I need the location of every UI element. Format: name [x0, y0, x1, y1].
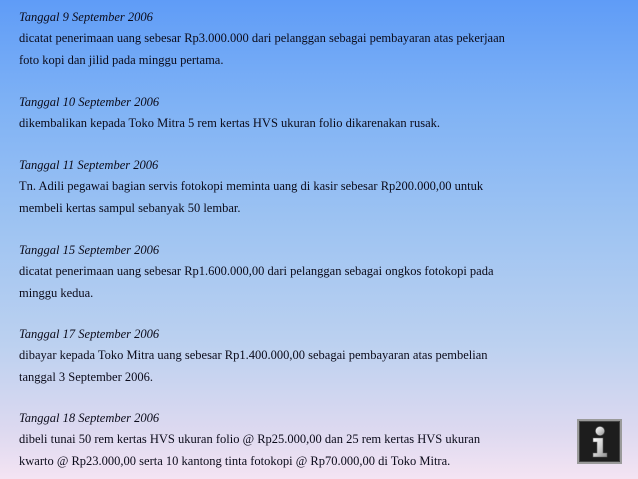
entry-line: dicatat penerimaan uang sebesar Rp1.600.000,00 dari pelanggan sebagai ongkos fotokopi pada [19, 264, 494, 278]
entry-line: foto kopi dan jilid pada minggu pertama. [19, 52, 224, 67]
entry-date: Tanggal 15 September 2006 [19, 243, 160, 257]
entry-sep-15 [19, 239, 579, 304]
entry-line: minggu kedua. [19, 285, 94, 300]
info-icon [586, 425, 614, 459]
entry-line: Tn. Adili pegawai bagian servis fotokopi meminta uang di kasir sebesar Rp200.000,00 untuk [19, 179, 484, 193]
entry-sep-17 [19, 323, 579, 388]
entry-sep-11 [19, 154, 579, 219]
entry-line: kwarto @ Rp23.000,00 serta 10 kantong tinta fotokopi @ Rp70.000,00 di Toko Mitra. [19, 453, 451, 468]
entry-line: dibeli tunai 50 rem kertas HVS ukuran folio @ Rp25.000,00 dan 25 rem kertas HVS ukuran [19, 432, 481, 446]
entry-date: Tanggal 17 September 2006 [19, 327, 160, 341]
entry-line: dibayar kepada Toko Mitra uang sebesar Rp1.400.000,00 sebagai pembayaran atas pembelian [19, 348, 488, 362]
entry-date: Tanggal 18 September 2006 [19, 411, 160, 425]
entry-line: dikembalikan kepada Toko Mitra 5 rem kertas HVS ukuran folio dikarenakan rusak. [19, 116, 440, 130]
entry-line: tanggal 3 September 2006. [19, 369, 153, 384]
entry-date: Tanggal 9 September 2006 [19, 10, 153, 24]
entry-date: Tanggal 11 September 2006 [19, 158, 159, 172]
entry-sep-18 [19, 407, 579, 472]
entry-sep-10 [19, 91, 579, 135]
info-button[interactable] [577, 419, 622, 464]
entry-sep-9 [19, 6, 579, 71]
entry-date: Tanggal 10 September 2006 [19, 95, 160, 109]
entry-line: dicatat penerimaan uang sebesar Rp3.000.000 dari pelanggan sebagai pembayaran atas pekerjaan [19, 31, 505, 45]
entry-line: membeli kertas sampul sebanyak 50 lembar. [19, 200, 241, 215]
